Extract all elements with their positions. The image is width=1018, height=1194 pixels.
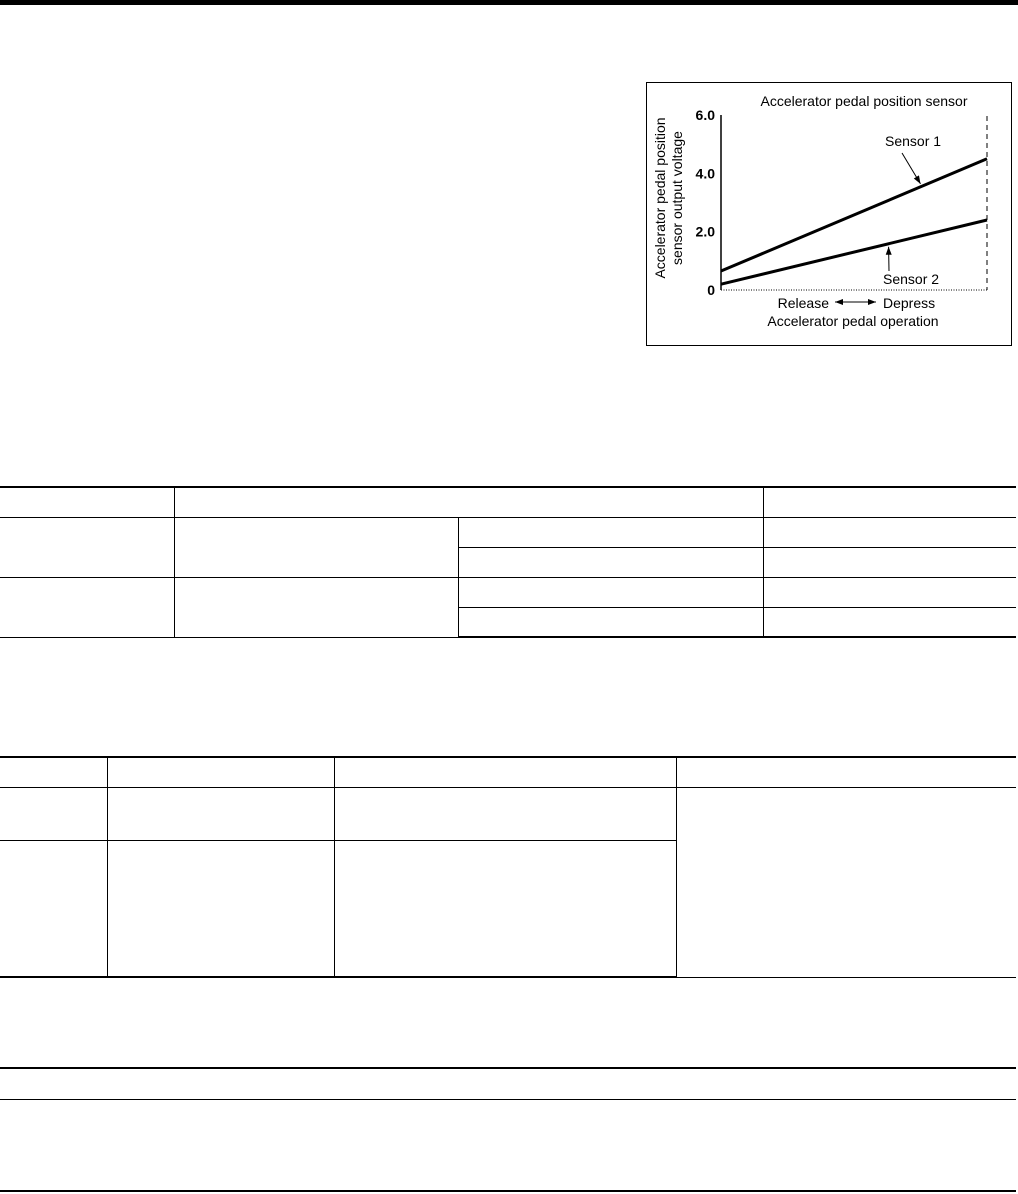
arrow-right-head [868,299,876,305]
table-3-header-cell [0,1068,1016,1099]
table-1-header-cell [174,487,763,517]
table-2-cell [676,787,1016,977]
series-labels [883,133,941,287]
accelerator-pedal-chart [646,82,1012,346]
table-1-cell [458,517,763,547]
table-3-header-row [0,1068,1016,1099]
table-1-header-row [0,487,1016,517]
series-lines [721,159,987,284]
table-2-cell [0,787,107,840]
table-3 [0,1067,1016,1192]
series-label-arrowhead-2 [886,247,892,255]
table-1-cell [0,577,174,637]
table-row [0,1099,1016,1191]
series-label-sensor-1: Sensor 1 [885,133,942,149]
table-1-header-cell [0,487,174,517]
table-2-header-row [0,757,1016,787]
table-2-header-cell [107,757,334,787]
series-line-sensor-1 [721,159,987,271]
series-label-sensor-2: Sensor 2 [883,271,940,287]
table-2 [0,756,1016,978]
table-1-header-cell [763,487,1016,517]
table-2-cell [334,787,676,840]
series-label-arrowhead-1 [914,175,921,183]
table-1-cell [458,577,763,607]
table-1-cell [763,517,1016,547]
y-axis-label-line-2: sensor output voltage [669,131,685,265]
table-2-cell [107,840,334,977]
table-row [0,577,1016,607]
chart-svg [647,83,1013,347]
table-3-cell [0,1099,1016,1191]
x-axis-depress-label: Depress [883,295,936,311]
table-2-header-cell [0,757,107,787]
table-row [0,517,1016,547]
x-axis-title: Accelerator pedal operation [767,313,939,329]
arrow-left-head [835,299,843,305]
table-1-cell [458,547,763,577]
y-tick-label: 6.0 [695,107,715,123]
table-2-cell [107,787,334,840]
table-2-header-cell [676,757,1016,787]
y-tick-label: 2.0 [695,223,715,240]
series-line-sensor-2 [721,220,987,284]
table-1-cell [174,577,458,637]
y-tick-labels [696,107,716,298]
table-1 [0,486,1016,638]
chart-title: Accelerator pedal position sensor [760,93,968,109]
table-1-cell [458,607,763,637]
table-1-cell [763,547,1016,577]
table-2-cell [0,840,107,977]
top-rule [0,0,1018,5]
y-axis-label-line-1: Accelerator pedal position [652,117,668,279]
table-2-cell [334,840,676,977]
y-tick-label: 4.0 [695,165,715,182]
x-axis-release-label: Release [777,295,829,311]
table-1-cell [763,607,1016,637]
table-1-cell [0,517,174,577]
table-2-header-cell [334,757,676,787]
table-1-cell [174,517,458,577]
table-1-cell [763,577,1016,607]
table-row [0,787,1016,840]
y-tick-label: 0 [707,282,715,298]
